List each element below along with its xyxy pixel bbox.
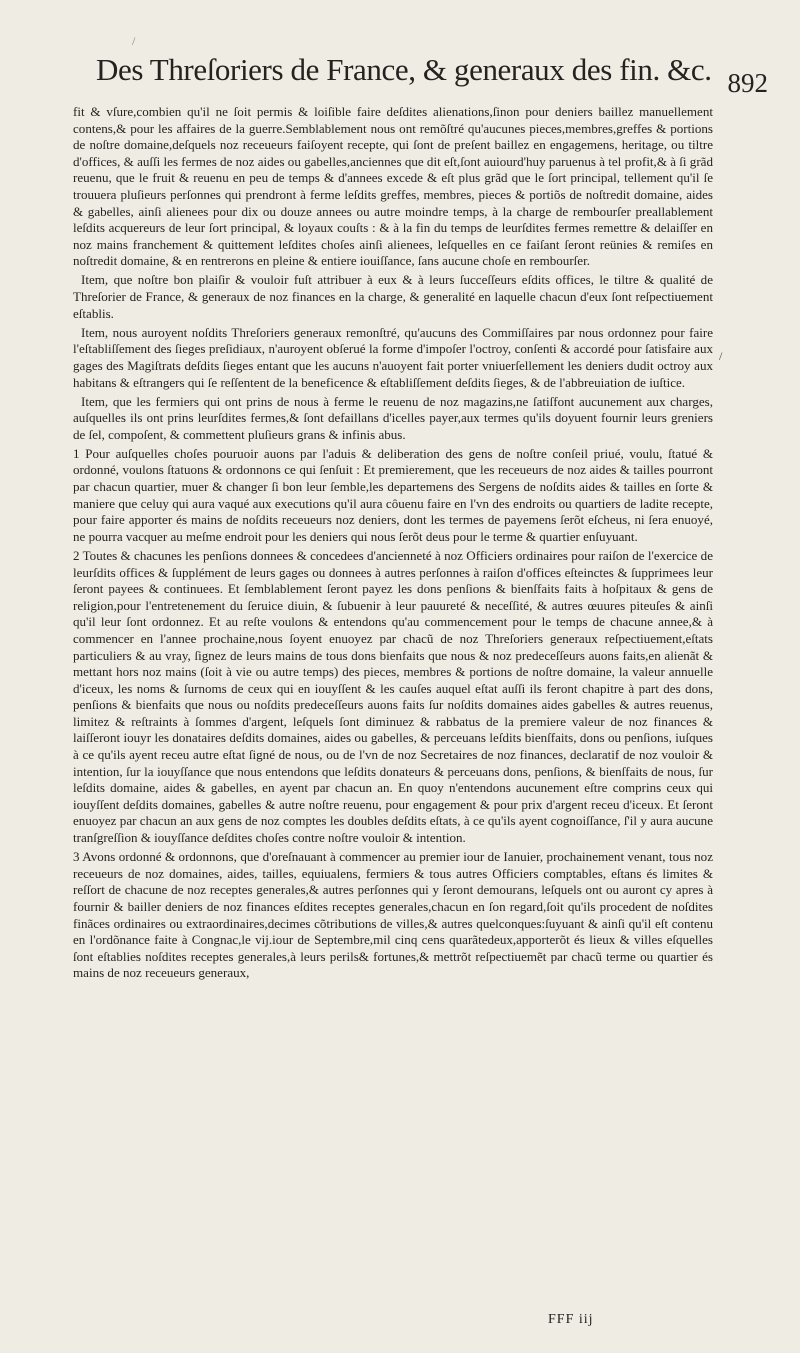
- paragraph: Item, que les fermiers qui ont prins de nous à ferme le reuenu de noz magazins,ne ſatiſfont aucunement aux charges, auſquelles ils ont prins leurſdites fermes,& ſont defaillans d'icelles payer,aux termes qu'ils doyuent fournir leurs greniers de ſel, compoſent, & commettent pluſieurs grans & infinis abus.: [73, 393, 713, 442]
- paragraph: 3 Avons ordonné & ordonnons, que d'oreſnauant à commencer au premier iour de Ianuier, prochainement venant, tous noz receueurs de noz domaines, aides, tailles, equiualens, fermiers & tous autres Officiers comptables, eſtans és limites & reſſort de chacune de noz receptes generales,& autres perſonnes qui y ſeront demourans, leſquels ont ou auront cy apres à fournir & bailler deniers de noz finances eſdites receptes generales,chacun en ſon regard,ſoit qu'ils procedent de noſdites finãces ordinaires ou extraordinaires,decimes cõtributions de villes,& autres quelconques:ſuyuant & ainſi qu'il eſt contenu en l'ordõnance faite à Congnac,le vij.iour de Septembre,mil cinq cens quarãtedeux,apporterõt és lieux & villes eſquelles ſont eſtablies noſdites receptes generales,à leurs perils& fortunes,& mettrõt reſpectiuemẽt par chacũ terme ou quartier és mains de noz receueurs generaux,: [73, 849, 713, 981]
- signature-mark: FFF iij: [548, 1312, 594, 1327]
- paragraph: Item, que noſtre bon plaiſir & vouloir fuſt attribuer à eux & à leurs ſucceſſeurs eſdits offices, le tiltre & qualité de Threſorier de France, & generaux de noz finances en la charge, & generalité en laquelle chacun d'eux ſont reſpectiuement eſtablis.: [73, 272, 713, 321]
- paragraph: 2 Toutes & chacunes les penſions donnees & concedees d'ancienneté à noz Officiers ordinaires pour raiſon de l'exercice de leurſdits offices & ſupplément de leurs gages ou donnees à autres perſonnes à raiſon d'offices eſteinctes & ſupprimees leur ſeront payees & continuees. Et ſemblablement ſeront payez les dons penſions & bienſfaits faits à hoſpitaux & gens de religion,pour l'entretenement du ſeruice diuin, & ſubuenir à leur pauureté & neceſſité, & autres œuures piteuſes & ainſi qu'il leur ſont ordonnez. Et au reſte voulons & entendons qu'au commencement pour le temps de chacune annee,& à commencer en l'annee prochaine,nous ſoyent enuoyez par chacũ de noz Threſoriers generaux reſpectiuement,eſtats particuliers & au vray, ſignez de leurs mains de tous dons bienfaits que nous & noz predeceſſeurs auons faits,en alienãt & mettant hors noz mains (ſoit à vie ou autre temps) des pieces, membres & portions de noſtre domaine, la valeur annuelle d'iceux, les noms & ſurnoms de ceux qui en iouyſſent & les cauſes auquel eſtat auſſi ils feront chapitre à part des dons, penſions & bienfaits que nous ou noſdits predeceſſeurs auons faits ſur noſdits domaines aides gabelles & autres reuenus, limitez & reſtraints à ſommes d'argent, leſquels ſont diminuez & rabbatus de la premiere valeur de noz finances & laiſſeront iouyr les donataires deſdits domaines, aides ou gabelles, & perceuans leſdits bienſfaits, dons ou penſions, iuſques à ce qu'ils ayent receu autre eſtat ſigné de nous, ou de l'vn de noz Secretaires de noz finances, declaratif de noz vouloir & intention, ſur la iouyſſance que nous entendons que leſdits donateurs & perceuans dons, penſions, & bienſfaits de nous, ſur leſdits domaine, aides & gabelles, en ayent par chacun an. En quoy n'entendons aucunement eſtre comprins ceux qui iouyſſent deſdits domaines, gabelles & autre noſtre reuenu, pour engagement & pour prix d'argent receu d'iceux. Et ſeront enuoyez par chacun an aux gens de noz comptes les doubles deſdits eſtats, à ce qu'ils ayent cognoiſſance, ſ'il y aura aucune tranſgreſſion & iouyſſance deſdites choſes contre noſtre vouloir & intention.: [73, 547, 713, 846]
- paragraph: fit & vſure,combien qu'il ne ſoit permis & loiſible faire deſdites alienations,ſinon pour deniers baillez manuellement contens,& pour les affaires de la guerre.Semblablement nous ont remõſtré qu'aucunes pieces,membres,greffes & portions de noſtre domaine,deſquels noz receueurs faiſoyent recepte, qui ſont de preſent baillez en engagemens, heritage, ou tiltre d'offices, & auſſi les fermes de noz aides ou gabelles,anciennes que dit eſt,ſont auiourd'huy paruenus à tel profit,& à ſi grãd reuenu, que le fruit & reuenu en peu de temps & d'annees excede & eſt plus grãd que le ſort principal, tellement qu'il ſe trouuera pluſieurs perſonnes qui prendront à ferme leſdits greffes, membres, pieces & portiõs de noſtredit domaine, aides & gabelles, ainſi alienees pour dix ou douze annees ou autre moindre temps, à la charge de rembourſer preallablement leſdits acquereurs de leur ſort principal, & loyaux couſts : & à la fin du temps de leurſdites fermes remettre & delaiſſer en noz mains franchement & quittement leſdites choſes ainſi alienees, leſquelles en ce faiſant ſeront reünies & remiſes en noſtredit domaine, & en rentrerons en pleine & entiere iouiſſance, ſans aucune choſe en rembourſer.: [73, 104, 713, 269]
- margin-note: /: [719, 349, 723, 363]
- paragraph: Item, nous auroyent noſdits Threſoriers generaux remonſtré, qu'aucuns des Commiſſaires par nous ordonnez pour faire l'eſtabliſſement des ſieges preſidiaux, n'auroyent obſerué la forme d'impoſer l'octroy, conſenti & accordé pour ſatisfaire aux gages des Magiſtrats deſdits ſieges entant que les aucuns n'auoyent fait porter vniuerſellement les deniers dudit octroy aux habitans & eſtrangers qui ſe reſſentent de la beneficence & eſtabliſſement deſdits ſieges, & de l'abbreuiation de iuſtice.: [73, 324, 713, 390]
- page-header: [76, 48, 768, 96]
- margin-mark: /: [132, 34, 136, 48]
- page-number: 892: [727, 68, 768, 98]
- paragraph: 1 Pour auſquelles choſes pouruoir auons par l'aduis & deliberation des gens de noſtre conſeil priué, voulu, ſtatué & ordonné, voulons ſtatuons & ordonnons ce qui ſenſuit : Et premierement, que les receueurs de noz aides & tailles pourront par chacun quartier, muer & changer ſi bon leur ſemble,les departemens des Sergens de noſdits aides & tailles en ſorte & maniere que celuy qui aura vaqué aux executions qu'il aura côuenu faire en l'vn des endroits ou quartiers de ladite recepte, pour faire apporter és mains de noſdits receueurs noz deniers, dont les termes de payemens ſerõt eſcheus, ni ſera enuoyé, ne pourra vacquer au meſme endroit pour les deniers qui nous ſerõt deus pour le terme & quartier enſuyuant.: [73, 445, 713, 544]
- running-title: Des Threſoriers de France, & generaux des fin. &c.: [96, 52, 712, 87]
- text-body: [73, 104, 713, 984]
